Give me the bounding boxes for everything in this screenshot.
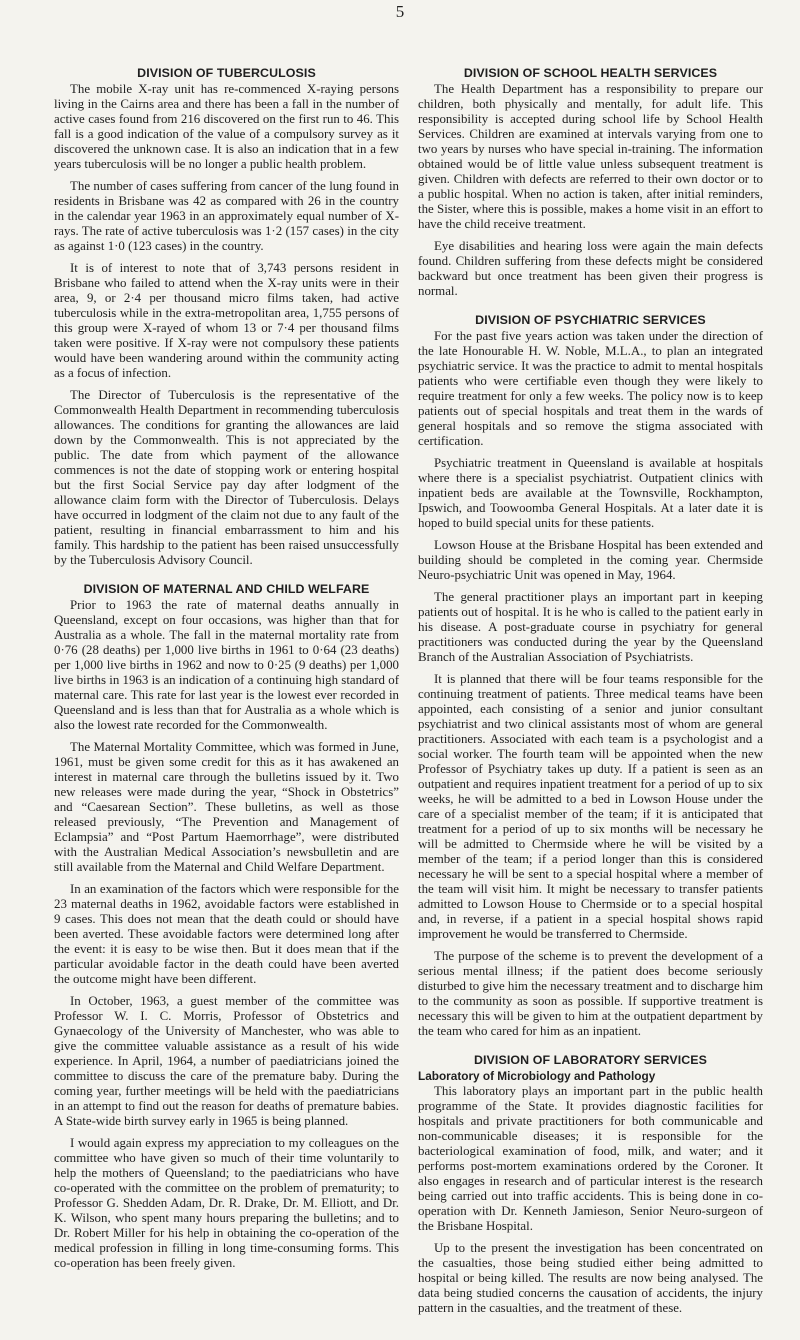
paragraph: In October, 1963, a guest member of the committee was Professor W. I. C. Morris, Professor of Obstetrics and Gynaecology of the University of Manchester, who was able to give the committee valuable assistance as a result of his wide experience. In April, 1964, a number of paediatricians joined the committee to discuss the care of the premature baby. During the coming year, further meetings will be held with the paediatricians in an attempt to find out the reason for deaths of premature babies. A State-wide birth survey early in 1965 is being planned. [54,994,399,1128]
paragraph: The Maternal Mortality Committee, which was formed in June, 1961, must be given some credit for this as it has awakened an interest in maternal care through the bulletins issued by it. Two new releases were made during the year, “Shock in Obstetrics” and “Caesarean Section”. These bulletins, as well as those released previously, “The Prevention and Management of Eclampsia” and “Post Partum Haemorrhage”, were distributed with the Australian Medical Association’s newsbulletin and are still available from the Maternal and Child Welfare Department. [54,740,399,874]
left-column [54,66,399,1285]
section-heading: DIVISION OF MATERNAL AND CHILD WELFARE [83,582,370,596]
paragraph: Eye disabilities and hearing loss were again the main defects found. Children suffering from these defects might be considered backward but once treatment has been given their progress is normal. [418,239,763,298]
paragraph: I would again express my appreciation to my colleagues on the committee who have given so much of their time voluntarily to help the mothers of Queensland; to the paediatricians who have co-operated with the committee on the problem of prematurity; to Professor G. Shedden Adam, Dr. R. Drake, Dr. M. Elliott, and Dr. K. Wilson, who spent many hours preparing the bulletins; and to Dr. Robert Miller for his help in obtaining the co-operation of the medical profession in filling in long time-consuming forms. This co-operation has been freely given. [54,1136,399,1270]
paragraph: It is planned that there will be four teams responsible for the continuing treatment of patients. Three medical teams have been appointed, each consisting of a senior and junior consultant psychiatrist and two clinical assistants most of whom are general practitioners. Associated with each team is a psychologist and a social worker. The fourth team will be appointed when the new Professor of Psychiatry takes up duty. If a patient is seen as an outpatient and requires inpatient treatment for a period of up to six weeks, he will be admitted to a bed in Lowson House under the care of a specialist member of the team; if it is anticipated that treatment for a period of up to six months will be necessary he will be admitted to Chermside where he will be visited by a member of the team; if a period longer than this is considered necessary he will be sent to a special hospital where a member of the team will visit him. It might be necessary to transfer patients admitted to Lowson House to Chermside or to a special hospital and, in reverse, if a patient in a special hospital shows rapid improvement he would be transferred to Chermside. [418,672,763,941]
section-heading: DIVISION OF TUBERCULOSIS [137,66,316,80]
paragraph: In an examination of the factors which were responsible for the 23 maternal deaths in 1962, avoidable factors were established in 9 cases. This does not mean that the death could or should have been averted. These avoidable factors were determined long after the event: it is easy to be wise then. But it does mean that if the particular avoidable factor in the death could have been averted the outcome might have been different. [54,882,399,986]
section-heading: DIVISION OF LABORATORY SERVICES [473,1053,708,1067]
section-laboratory [418,1053,763,1316]
section-maternal-child-welfare [54,582,399,1271]
paragraph: This laboratory plays an important part in the public health programme of the State. It provides diagnostic facilities for hospitals and private practitioners for both communicable and non-communicable diseases; it is responsible for the bacteriological examination of food, milk, and water; and it performs post-mortem examinations ordered by the Coroner. It also engages in research and of particular interest is the research being carried out into traffic accidents. This is being done in co-operation with Dr. Kenneth Jamieson, Senior Neuro-surgeon of the Brisbane Hospital. [418,1084,763,1233]
right-column [418,66,763,1330]
page-number: 5 [395,2,405,21]
section-psychiatric [418,313,763,1039]
paragraph: The mobile X-ray unit has re-commenced X-raying persons living in the Cairns area and there has been a fall in the number of active cases found from 216 discovered on the first run to 46. This fall is a good indication of the value of a compulsory survey as it discovered the unknown case. It is also an indication that in a few years tuberculosis will be no longer a public health problem. [54,82,399,171]
section-school-health [418,66,763,299]
paragraph: The number of cases suffering from cancer of the lung found in residents in Brisbane was 42 as compared with 26 in the country in the calendar year 1963 in an approximately equal number of X-rays. The rate of active tuberculosis was 1·2 (157 cases) in the city as against 1·0 (123 cases) in the country. [54,179,399,253]
paragraph: It is of interest to note that of 3,743 persons resident in Brisbane who failed to attend when the X-ray units were in their area, 9, or 2·4 per thousand micro films taken, had active tuberculosis while in the extra-metropolitan area, 1,755 persons of this group were X-rayed of whom 13 or 7·4 per thousand films taken were positive. If X-ray were not compulsory these patients would have been wandering around within the community acting as a focus of infection. [54,261,399,380]
section-heading: DIVISION OF PSYCHIATRIC SERVICES [475,313,706,327]
paragraph: The general practitioner plays an important part in keeping patients out of hospital. It is he who is called to the patient early in his disease. A post-graduate course in psychiatry for general practitioners was conducted during the year by the Queensland Branch of the Australian Association of Psychiatrists. [418,590,763,664]
paragraph: Lowson House at the Brisbane Hospital has been extended and building should be completed in the coming year. Chermside Neuro-psychiatric Unit was opened in May, 1964. [418,538,763,582]
paragraph: The Health Department has a responsibility to prepare our children, both physically and mentally, for adult life. This responsibility is accepted during school life by School Health Services. Children are examined at intervals varying from one to two years by nurses who have special in-training. The information obtained would be of little value unless subsequent treatment is given. Children with defects are referred to their own doctor or to a public hospital. When no action is taken, after initial reminders, the Sister, where this is possible, makes a home visit in an effort to have the child receive treatment. [418,82,763,231]
paragraph: Up to the present the investigation has been concentrated on the casualties, those being studied either being admitted to hospital or being killed. The results are now being analysed. The data being studied concerns the causation of accidents, the injury pattern in the casualties, and the treatment of these. [418,1241,763,1315]
paragraph: Prior to 1963 the rate of maternal deaths annually in Queensland, except on four occasions, was higher than that for Australia as a whole. The fall in the maternal mortality rate from 0·76 (28 deaths) per 1,000 live births in 1961 to 0·64 (23 deaths) per 1,000 live births in 1962 and now to 0·25 (9 deaths) per 1,000 live births in 1963 is an indication of a continuing high standard of maternal care. This rate for last year is the lowest ever recorded in Queensland and is less than that for Australia as a whole which is also the lowest rate recorded for the Commonwealth. [54,598,399,732]
section-subheading: Laboratory of Microbiology and Pathology [418,1069,656,1083]
paragraph: For the past five years action was taken under the direction of the late Honourable H. W. Noble, M.L.A., to plan an integrated psychiatric service. It was the practice to admit to mental hospitals patients who were certifiable even though they were likely to require treatment for only a few weeks. The policy now is to keep patients out of special hospitals and treat them in the wards of general hospitals and so remove the stigma associated with certification. [418,329,763,448]
paragraph: The purpose of the scheme is to prevent the development of a serious mental illness; if the patient does become seriously disturbed to give him the necessary treatment and to discharge him to the community as soon as possible. If supportive treatment is necessary this will be given to him at the outpatient department by the team who cared for him as an inpatient. [418,949,763,1038]
paragraph: The Director of Tuberculosis is the representative of the Commonwealth Health Department in recommending tuberculosis allowances. The conditions for granting the allowances are laid down by the Commonwealth. This is not appreciated by the public. The date from which payment of the allowance commences is not the date of stopping work or entering hospital but the first Social Service pay day after lodgment of the allowance claim form with the Director of Tuberculosis. Delays have occurred in lodgment of the claim not due to any fault of the patient, resulting in financial embarrassment to him and his family. This hardship to the patient has been raised unsuccessfully by the Tuberculosis Advisory Council. [54,388,399,567]
section-tuberculosis [54,66,399,568]
paragraph: Psychiatric treatment in Queensland is available at hospitals where there is a specialist psychiatrist. Outpatient clinics with inpatient beds are available at the Townsville, Rockhampton, Ipswich, and Toowoomba General Hospitals. At a later date it is hoped to build special units for these patients. [418,456,763,530]
section-heading: DIVISION OF SCHOOL HEALTH SERVICES [463,66,718,80]
